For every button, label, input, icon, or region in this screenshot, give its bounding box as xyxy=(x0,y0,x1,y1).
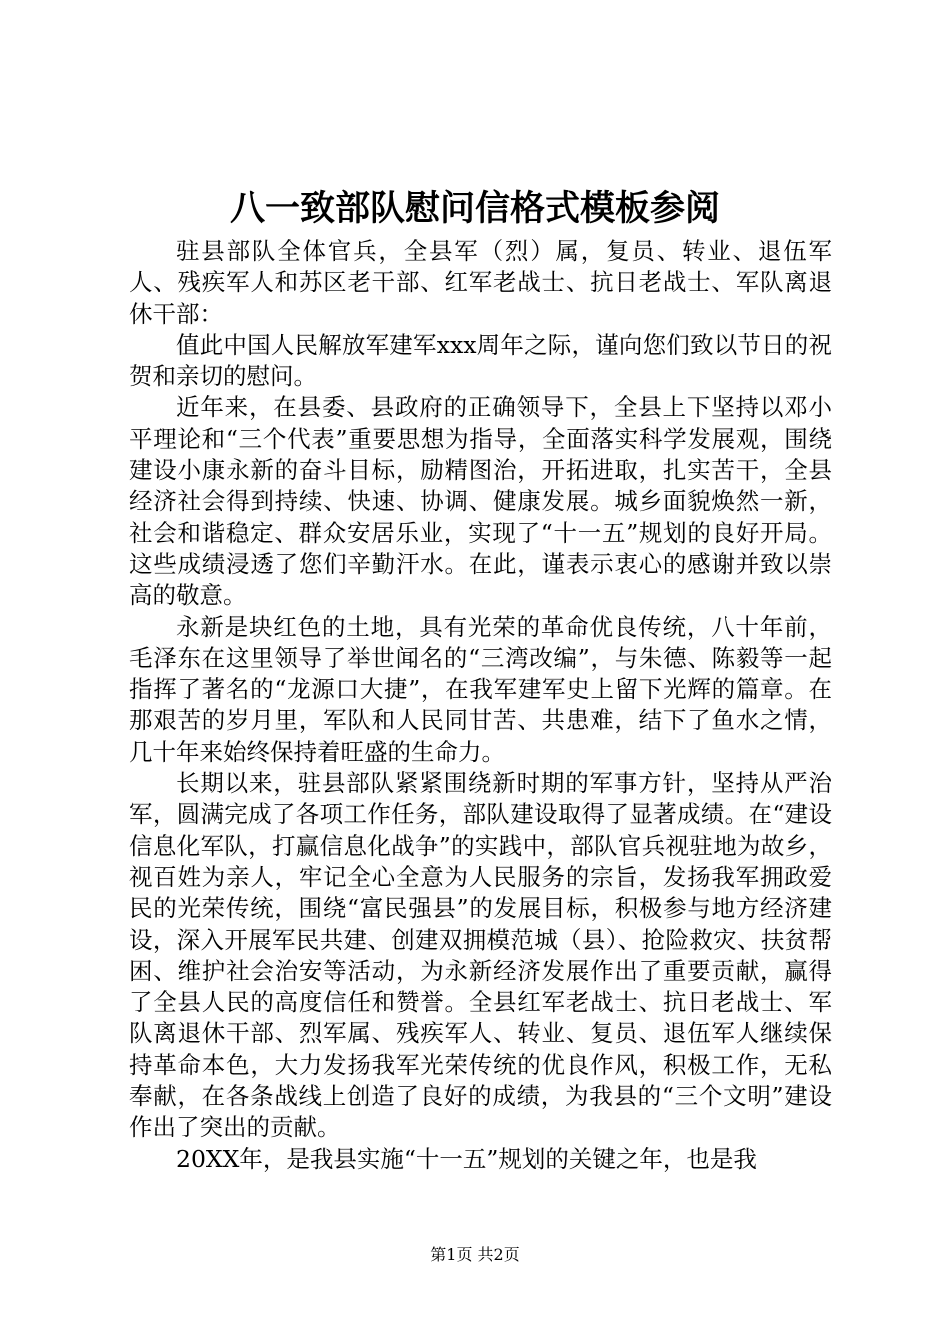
paragraph-army-contributions: 长期以来，驻县部队紧紧围绕新时期的军事方针，坚持从严治军，圆满完成了各项工作任务，部队建设取得了显著成绩。在“建设信息化军队，打赢信息化战争”的实践中，部队官兵视驻地为故乡，视百姓为亲人，牢记全心全意为人民服务的宗旨，发扬我军拥政爱民的光荣传统，围绕“富民强县”的发展目标，积极参与地方经济建设，深入开展军民共建、创建双拥模范城（县）、抢险救灾、扶贫帮困、维护社会治安等活动，为永新经济发展作出了重要贡献，赢得了全县人民的高度信任和赞誉。全县红军老战士、抗日老战士、军队离退休干部、烈军属、残疾军人、转业、复员、退伍军人继续保持革命本色，大力发扬我军光荣传统的优良作风，积极工作，无私奉献，在各条战线上创造了良好的成绩，为我县的“三个文明”建设作出了突出的贡献。 xyxy=(129,769,832,1142)
paragraph-history: 永新是块红色的土地，具有光荣的革命优良传统，八十年前，毛泽东在这里领导了举世闻名的“三湾改编”，与朱德、陈毅等一起指挥了著名的“龙源口大捷”，在我军建军史上留下光辉的篇章。在那艰苦的岁月里，军队和人民同甘苦、共患难，结下了鱼水之情，几十年来始终保持着旺盛的生命力。 xyxy=(129,612,832,766)
paragraph-outlook: 20XX年，是我县实施“十一五”规划的关键之年，也是我 xyxy=(176,1144,757,1173)
document-title: 八一致部队慰问信格式模板参阅 xyxy=(229,188,720,229)
page-footer xyxy=(0,1244,950,1266)
document-body xyxy=(129,236,832,1175)
paragraph-salutation: 驻县部队全体官兵，全县军（烈）属，复员、转业、退伍军人、残疾军人和苏区老干部、红军老战士、抗日老战士、军队离退休干部： xyxy=(129,237,832,328)
page-indicator: 第1页 共2页 xyxy=(430,1245,520,1264)
paragraph-achievements: 近年来，在县委、县政府的正确领导下，全县上下坚持以邓小平理论和“三个代表”重要思想为指导，全面落实科学发展观，围绕建设小康永新的奋斗目标，励精图治，开拓进取，扎实苦干，全县经济社会得到持续、快速、协调、健康发展。城乡面貌焕然一新，社会和谐稳定、群众安居乐业，实现了“十一五”规划的良好开局。这些成绩浸透了您们辛勤汗水。在此，谨表示衷心的感谢并致以崇高的敬意。 xyxy=(129,393,832,610)
paragraph-greeting: 值此中国人民解放军建军xxx周年之际，谨向您们致以节日的祝贺和亲切的慰问。 xyxy=(129,330,832,391)
